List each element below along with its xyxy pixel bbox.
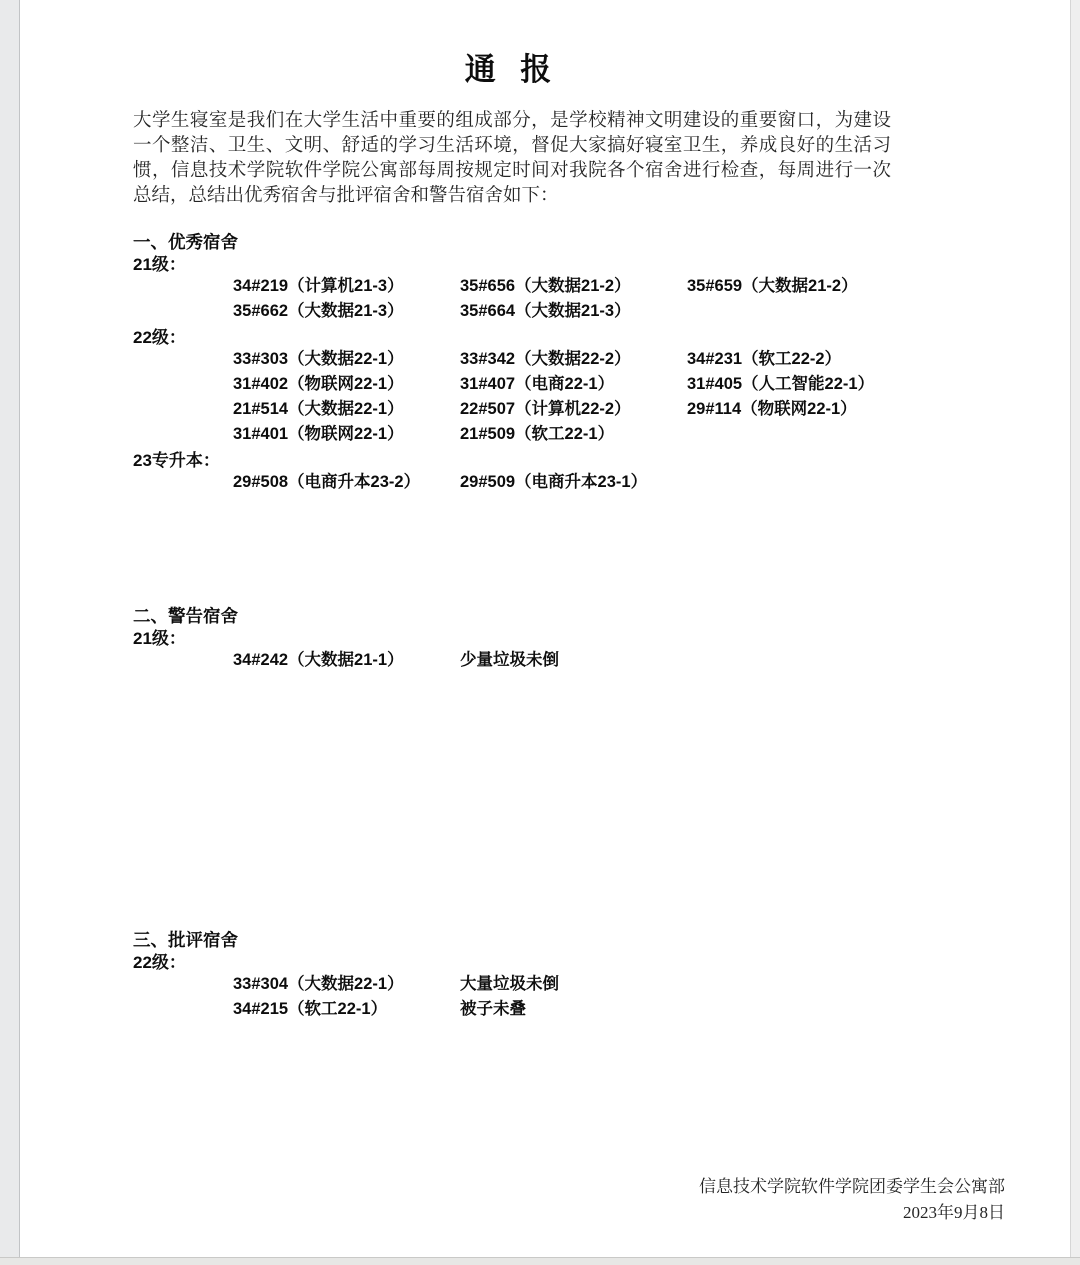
grade-label: 21级： [133, 629, 186, 648]
section-excellent [133, 231, 1023, 497]
dorm-row [233, 472, 1023, 492]
dorm-row [233, 974, 1023, 994]
document-page [20, 0, 1070, 1257]
notice-footer [133, 1174, 1005, 1226]
dorm-entry: 31#402（物联网22-1） [233, 375, 404, 393]
dorm-entry: 21#509（软工22-1） [460, 425, 615, 443]
dorm-row [233, 374, 1023, 394]
dorm-entry: 35#659（大数据21-2） [687, 277, 858, 295]
dorm-entry: 29#114（物联网22-1） [687, 400, 857, 418]
dorm-entry: 33#304（大数据22-1） [233, 975, 404, 993]
dorm-entry: 29#508（电商升本23-2） [233, 473, 421, 491]
grade-label: 23专升本： [133, 451, 220, 470]
dorm-entry: 31#407（电商22-1） [460, 375, 615, 393]
grade-label: 22级： [133, 328, 186, 347]
dorm-row [233, 301, 1023, 321]
section-heading: 一、优秀宿舍 [133, 232, 238, 252]
dorm-entry: 33#303（大数据22-1） [233, 350, 404, 368]
notice-intro: 大学生寝室是我们在大学生活中重要的组成部分，是学校精神文明建设的重要窗口，为建设一个整洁、卫生、文明、舒适的学习生活环境，督促大家搞好寝室卫生，养成良好的生活习惯，信息技术学院软件学院公寓部每周按规定时间对我院各个宿舍进行检查，每周进行一次总结，总结出优秀宿舍与批评宿舍和警告宿舍如下： [133, 111, 891, 206]
issue-note: 被子未叠 [460, 1000, 526, 1018]
dorm-entry: 29#509（电商升本23-1） [460, 473, 648, 491]
notice-title: 通 报 [464, 52, 560, 87]
section-heading: 三、批评宿舍 [133, 930, 238, 950]
dorm-entry: 31#401（物联网22-1） [233, 425, 404, 443]
dorm-row [233, 999, 1023, 1019]
dorm-entry: 21#514（大数据22-1） [233, 400, 404, 418]
dorm-entry: 34#242（大数据21-1） [233, 651, 404, 669]
dorm-entry: 22#507（计算机22-2） [460, 400, 631, 418]
grade-label: 22级： [133, 953, 186, 972]
dorm-entry: 34#215（软工22-1） [233, 1000, 388, 1018]
dorm-row [233, 276, 1023, 296]
dorm-row [233, 424, 1023, 444]
section-criticism [133, 929, 1023, 1024]
dorm-entry: 33#342（大数据22-2） [460, 350, 631, 368]
dorm-row [233, 349, 1023, 369]
dorm-entry: 35#662（大数据21-3） [233, 302, 404, 320]
dorm-row [233, 650, 1023, 670]
section-heading: 二、警告宿舍 [133, 606, 238, 626]
dorm-entry: 35#656（大数据21-2） [460, 277, 631, 295]
dorm-entry: 34#219（计算机21-3） [233, 277, 404, 295]
dorm-entry: 34#231（软工22-2） [687, 350, 842, 368]
signature: 信息技术学院软件学院团委学生会公寓部 [699, 1177, 1005, 1196]
grade-label: 21级： [133, 255, 186, 274]
section-warning [133, 605, 1023, 675]
issue-note: 少量垃圾未倒 [460, 651, 559, 669]
viewer-left-margin [0, 0, 20, 1258]
dorm-row [233, 399, 1023, 419]
issue-note: 大量垃圾未倒 [460, 975, 559, 993]
dorm-entry: 35#664（大数据21-3） [460, 302, 631, 320]
dorm-entry: 31#405（人工智能22-1） [687, 375, 875, 393]
viewer-right-margin [1070, 0, 1080, 1264]
date: 2023年9月8日 [903, 1203, 1005, 1222]
